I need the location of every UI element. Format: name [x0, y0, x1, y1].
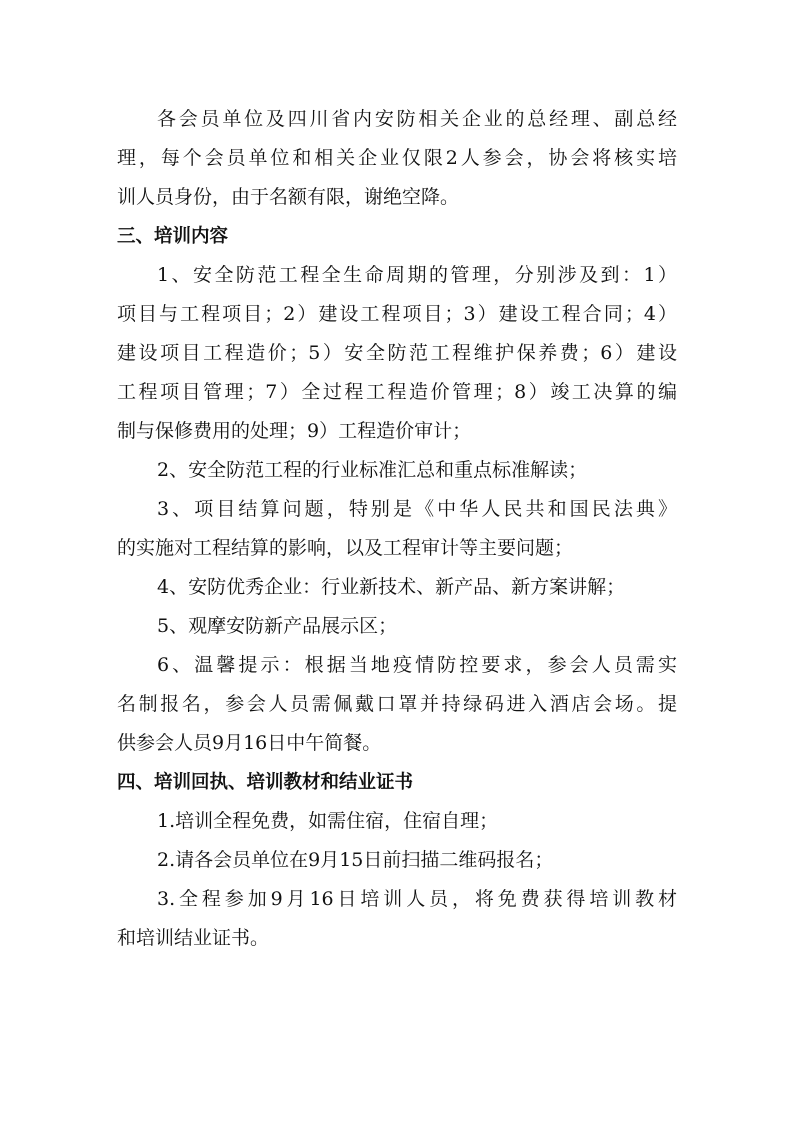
paragraph-line: 制与保修费用的处理；9）工程造价审计；	[117, 420, 472, 442]
paragraph-line: 项目与工程项目；2）建设工程项目；3）建设工程合同；4）	[117, 303, 677, 325]
section-heading-training-content: 三、培训内容	[117, 226, 229, 247]
paragraph-line: 供参会人员9月16日中午简餐。	[117, 732, 382, 754]
paragraph-line: 6、温馨提示：根据当地疫情防控要求，参会人员需实	[157, 654, 677, 676]
paragraph-line: 1、安全防范工程全生命周期的管理，分别涉及到：1）	[157, 264, 677, 286]
paragraph-line: 2.请各会员单位在9月15日前扫描二维码报名；	[157, 849, 554, 871]
paragraph-line: 2、安全防范工程的行业标准汇总和重点标准解读；	[157, 459, 588, 481]
paragraph-line: 4、安防优秀企业：行业新技术、新产品、新方案讲解；	[157, 576, 626, 598]
document-body	[117, 100, 677, 958]
paragraph-line: 工程项目管理；7）全过程工程造价管理；8）竣工决算的编	[117, 381, 677, 403]
paragraph-line: 理，每个会员单位和相关企业仅限2人参会，协会将核实培	[117, 147, 677, 169]
paragraph-line: 建设项目工程造价；5）安全防范工程维护保养费；6）建设	[117, 342, 677, 364]
paragraph-line: 1.培训全程免费，如需住宿，住宿自理；	[157, 810, 499, 832]
paragraph-line: 3、项目结算问题，特别是《中华人民共和国民法典》	[157, 498, 677, 520]
paragraph-line: 和培训结业证书。	[117, 927, 270, 949]
paragraph-line: 3.全程参加9月16日培训人员，将免费获得培训教材	[157, 888, 677, 910]
paragraph-line: 名制报名，参会人员需佩戴口罩并持绿码进入酒店会场。提	[117, 693, 677, 715]
paragraph-line: 训人员身份，由于名额有限，谢绝空降。	[117, 186, 460, 208]
paragraph-line: 5、观摩安防新产品展示区；	[157, 615, 398, 637]
paragraph-line: 的实施对工程结算的影响，以及工程审计等主要问题；	[117, 537, 574, 559]
paragraph-line: 各会员单位及四川省内安防相关企业的总经理、副总经	[157, 108, 677, 130]
section-heading-receipt-materials-certificate: 四、培训回执、培训教材和结业证书	[117, 772, 414, 793]
